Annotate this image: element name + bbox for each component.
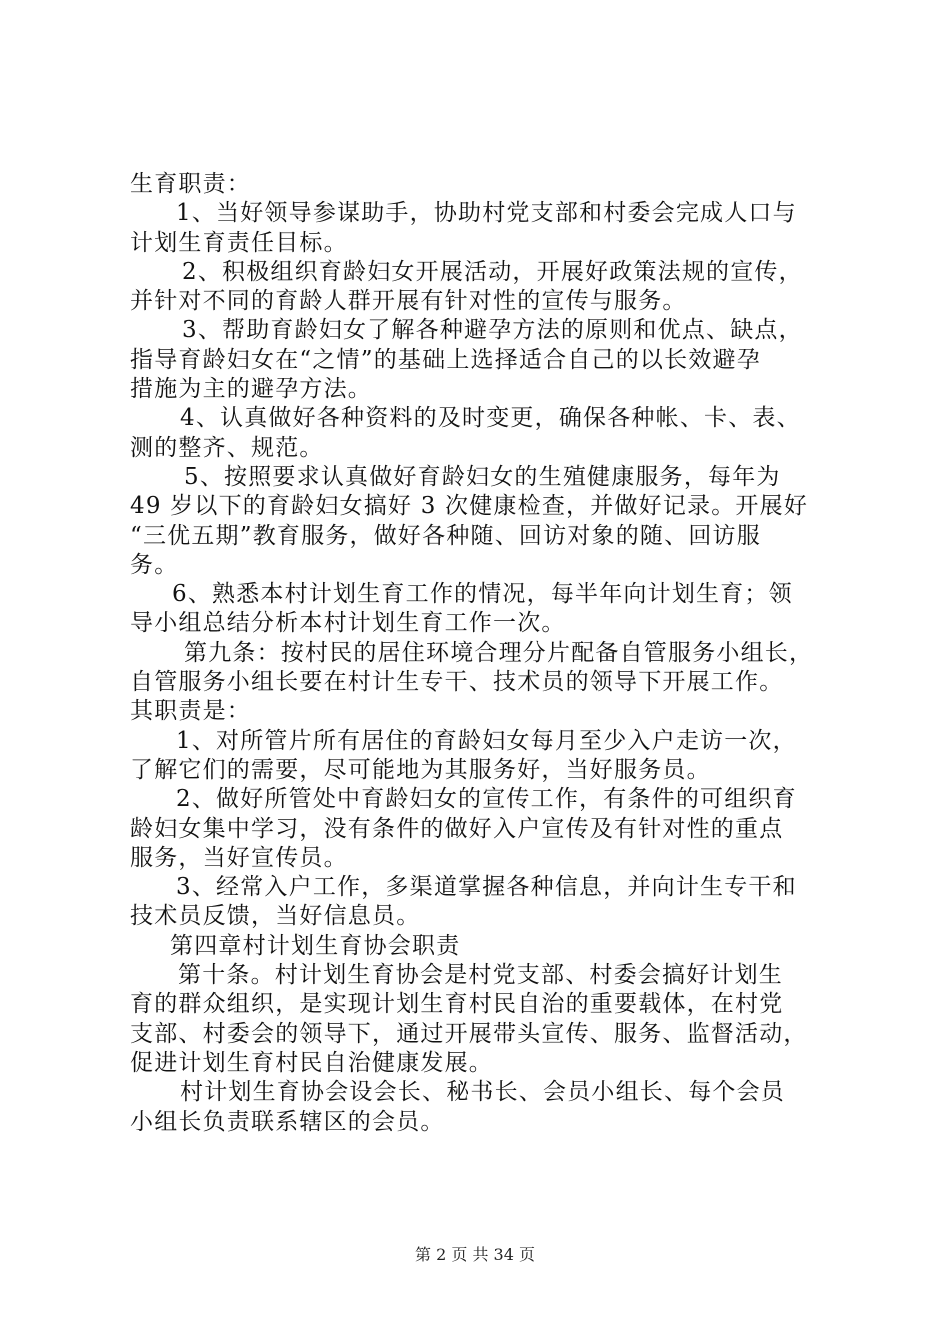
- text-line: 49 岁以下的育龄妇女搞好 3 次健康检查，并做好记录。开展好: [130, 493, 809, 520]
- text-line: 技术员反馈，当好信息员。: [130, 903, 421, 930]
- text-line: 小组长负责联系辖区的会员。: [130, 1108, 445, 1135]
- page-footer: 第 2 页 共 34 页: [415, 1245, 535, 1264]
- text-line: “三优五期”教育服务，做好各种随、回访对象的随、回访服: [130, 522, 761, 549]
- paragraph-line: 1、对所管片所有居住的育龄妇女每月至少入户走访一次，: [176, 727, 797, 754]
- text-line: 自管服务小组长要在村计生专干、技术员的领导下开展工作。: [130, 669, 784, 696]
- text-line: 计划生育责任目标。: [130, 229, 348, 256]
- paragraph-line: 村计划生育协会设会长、秘书长、会员小组长、每个会员: [180, 1079, 785, 1106]
- paragraph-line: 2、做好所管处中育龄妇女的宣传工作，有条件的可组织育: [176, 786, 797, 813]
- paragraph-line: 6、熟悉本村计划生育工作的情况，每半年向计划生育；领: [172, 581, 793, 608]
- text-line: 促进计划生育村民自治健康发展。: [130, 1049, 493, 1076]
- text-line: 了解它们的需要，尽可能地为其服务好，当好服务员。: [130, 756, 711, 783]
- paragraph-line: 4、认真做好各种资料的及时变更，确保各种帐、卡、表、: [180, 405, 801, 432]
- text-line: 服务，当好宣传员。: [130, 844, 348, 871]
- paragraph-line: 1、当好领导参谋助手，协助村党支部和村委会完成人口与: [176, 200, 797, 227]
- paragraph-line: 3、帮助育龄妇女了解各种避孕方法的原则和优点、缺点，: [182, 317, 803, 344]
- paragraph-line: 5、按照要求认真做好育龄妇女的生殖健康服务，每年为: [184, 463, 781, 490]
- document-body: [130, 170, 830, 1137]
- text-line: 龄妇女集中学习，没有条件的做好入户宣传及有针对性的重点: [130, 815, 784, 842]
- text-line: 测的整齐、规范。: [130, 434, 324, 461]
- paragraph-line: 3、经常入户工作，多渠道掌握各种信息，并向计生专干和: [176, 874, 797, 901]
- chapter-heading: 第四章村计划生育协会职责: [170, 932, 461, 959]
- text-line: 务。: [130, 551, 179, 578]
- paragraph-line: 2、积极组织育龄妇女开展活动，开展好政策法规的宣传，: [182, 258, 803, 285]
- text-line: 措施为主的避孕方法。: [130, 376, 372, 403]
- text-line: 生育职责：: [130, 171, 251, 197]
- paragraph-line: 第十条。村计划生育协会是村党支部、村委会搞好计划生: [178, 962, 783, 989]
- text-line: 支部、村委会的领导下，通过开展带头宣传、服务、监督活动，: [130, 1020, 808, 1047]
- text-line: 育的群众组织，是实现计划生育村民自治的重要载体，在村党: [130, 991, 784, 1018]
- text-line: 指导育龄妇女在“之情”的基础上选择适合自己的以长效避孕: [130, 346, 761, 373]
- paragraph-line: 第九条：按村民的居住环境合理分片配备自管服务小组长，: [184, 639, 814, 666]
- text-line: 导小组总结分析本村计划生育工作一次。: [130, 610, 566, 637]
- text-line: 并针对不同的育龄人群开展有针对性的宣传与服务。: [130, 288, 687, 315]
- text-line: 其职责是：: [130, 698, 251, 725]
